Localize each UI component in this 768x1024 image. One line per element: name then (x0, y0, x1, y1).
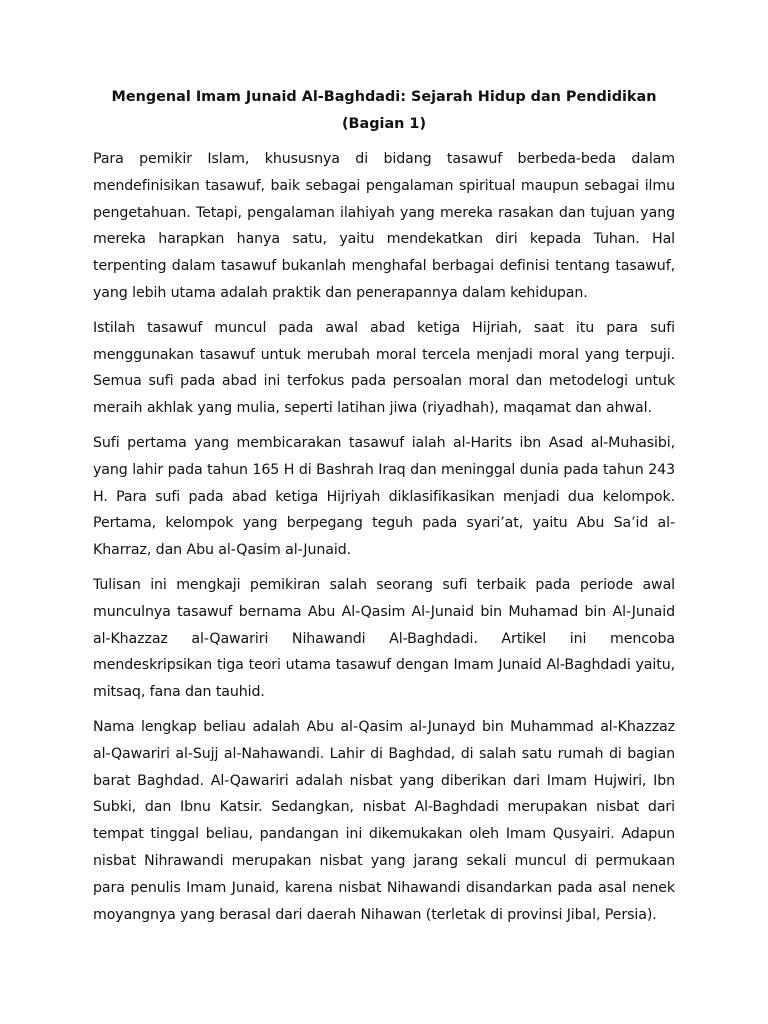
paragraph-1: Para pemikir Islam, khususnya di bidang tasawuf berbeda-beda dalam mendefinisikan tasawuf, baik sebagai pengalaman spiritual maupun sebagai ilmu pengetahuan. Tetapi, pengalaman ilahiyah yang mereka rasakan dan tujuan yang mereka harapkan hanya satu, yaitu mendekatkan diri kepada Tuhan. Hal terpenting dalam tasawuf bukanlah menghafal berbagai definisi tentang tasawuf, yang lebih utama adalah praktik dan penerapannya dalam kehidupan. (93, 151, 675, 301)
paragraph-4: Tulisan ini mengkaji pemikiran salah seorang sufi terbaik pada periode awal munculnya tasawuf bernama Abu Al-Qasim Al-Junaid bin Muhamad bin Al-Junaid al-Khazzaz al-Qawariri Nihawandi Al-Baghdadi. Artikel ini mencoba mendeskripsikan tiga teori utama tasawuf dengan Imam Junaid Al-Baghdadi yaitu, mitsaq, fana dan tauhid. (93, 576, 675, 701)
paragraph-2: Istilah tasawuf muncul pada awal abad ketiga Hijriah, saat itu para sufi menggunakan tasawuf untuk merubah moral tercela menjadi moral yang terpuji. Semua sufi pada abad ini terfokus pada persoalan moral dan metodelogi untuk meraih akhlak yang mulia, seperti latihan jiwa (riyadhah), maqamat dan ahwal. (93, 319, 675, 417)
paragraph-3: Sufi pertama yang membicarakan tasawuf ialah al-Harits ibn Asad al-Muhasibi, yang lahir pada tahun 165 H di Bashrah Iraq dan meninggal dunia pada tahun 243 H. Para sufi pada abad ketiga Hijriyah diklasifikasikan menjadi dua kelompok. Pertama, kelompok yang berpegang teguh pada syari’at, yaitu Abu Sa’id al-Kharraz, dan Abu al-Qasim al-Junaid. (93, 434, 675, 559)
title-line-1: Mengenal Imam Junaid Al-Baghdadi: Sejarah Hidup dan Pendidikan (111, 89, 657, 105)
title-line-2: (Bagian 1) (341, 116, 427, 132)
document-title (93, 84, 675, 138)
paragraph-5: Nama lengkap beliau adalah Abu al-Qasim al-Junayd bin Muhammad al-Khazzaz al-Qawariri al-Sujj al-Nahawandi. Lahir di Baghdad, di salah satu rumah di bagian barat Baghdad. Al-Qawariri adalah nisbat yang diberikan dari Imam Hujwiri, Ibn Subki, dan Ibnu Katsir. Sedangkan, nisbat Al-Baghdadi merupakan nisbat dari tempat tinggal beliau, pandangan ini dikemukakan oleh Imam Qusyairi. Adapun nisbat Nihrawandi merupakan nisbat yang jarang sekali muncul di permukaan para penulis Imam Junaid, karena nisbat Nihawandi disandarkan pada asal nenek moyangnya yang berasal dari daerah Nihawan (terletak di provinsi Jibal, Persia). (93, 718, 675, 923)
document-page (93, 84, 675, 936)
